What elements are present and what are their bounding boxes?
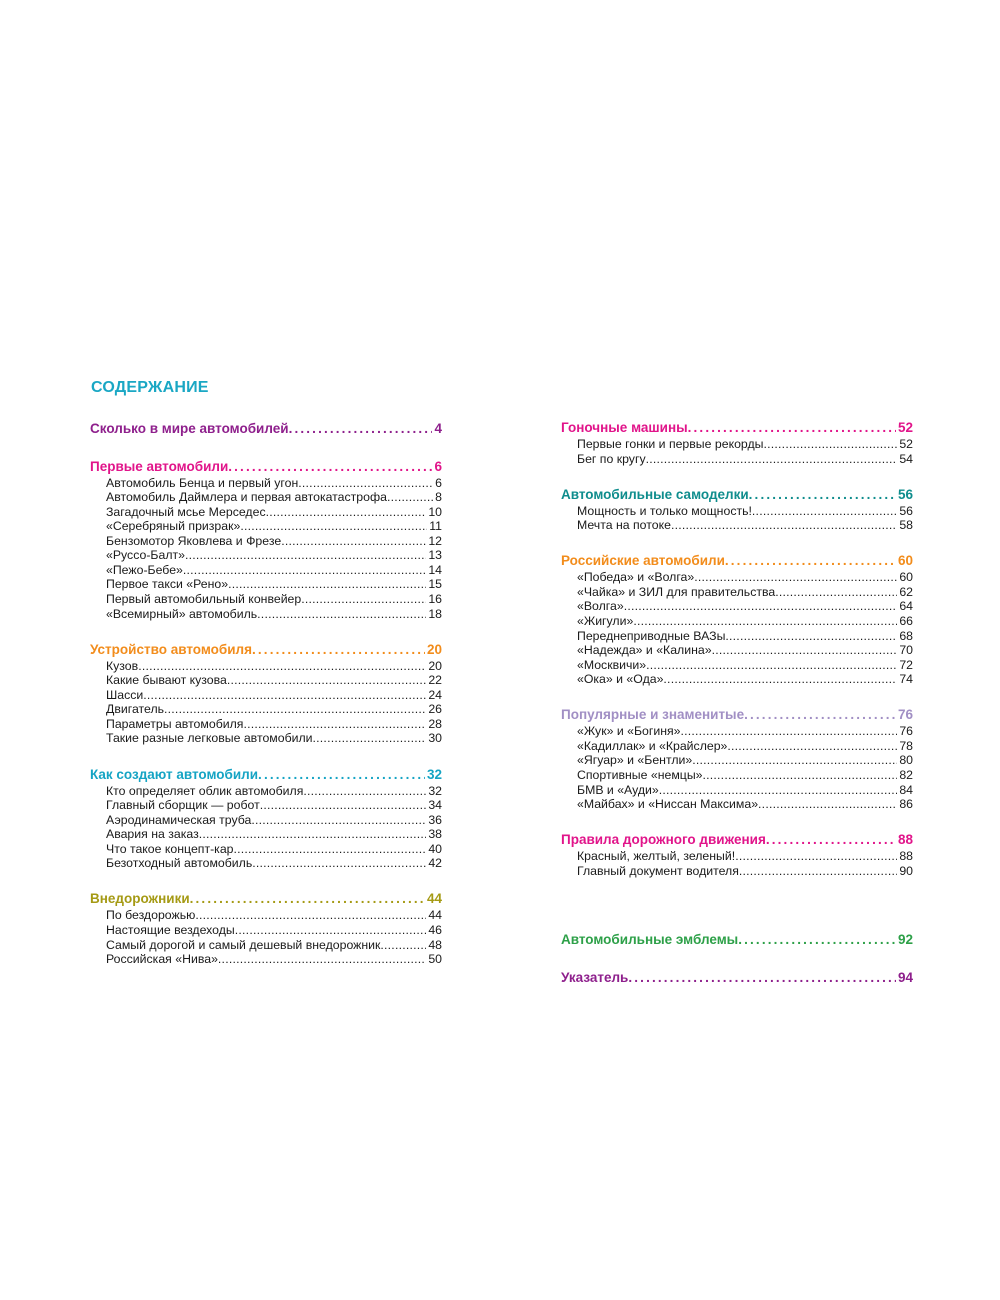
- toc-entry[interactable]: [561, 753, 913, 768]
- toc-entry[interactable]: [561, 643, 913, 658]
- toc-entry-title: Автомобиль Даймлера и первая автокатастрофа: [106, 490, 387, 505]
- dot-leader: [243, 717, 426, 732]
- section-page-number: 6: [434, 458, 442, 474]
- toc-entry-page-number: 66: [899, 614, 913, 629]
- toc-entry-title: «Руссо-Балт»: [106, 548, 185, 563]
- toc-section: [561, 552, 913, 686]
- toc-entry-page-number: 16: [428, 591, 442, 606]
- section-heading-title: Российские автомобили: [561, 553, 725, 569]
- toc-entry-title: «Жук» и «Богиня»: [577, 724, 681, 739]
- toc-entry-title: Авария на заказ: [106, 827, 199, 842]
- dot-leader: [633, 614, 897, 629]
- dot-leader: [775, 585, 897, 600]
- section-heading[interactable]: [561, 831, 913, 849]
- dot-leader: [313, 731, 427, 746]
- toc-entry-page-number: 78: [899, 738, 913, 753]
- toc-entry[interactable]: [90, 731, 442, 746]
- dot-leader: [218, 952, 426, 967]
- section-heading[interactable]: [561, 931, 913, 949]
- section-heading[interactable]: [561, 419, 913, 437]
- dot-leader: [671, 518, 897, 533]
- toc-entry-page-number: 90: [899, 863, 913, 878]
- dot-leader: [758, 797, 897, 812]
- toc-entry-title: «Всемирный» автомобиль: [106, 606, 258, 621]
- section-page-number: 4: [434, 421, 442, 436]
- toc-entry-page-number: 58: [899, 518, 913, 533]
- toc-entry[interactable]: [90, 505, 442, 520]
- toc-entry-page-number: 82: [899, 767, 913, 782]
- dot-leader: [624, 599, 898, 614]
- section-page-number: 44: [426, 891, 442, 907]
- toc-entry-page-number: 12: [428, 533, 442, 548]
- toc-entry-page-number: 74: [899, 672, 913, 687]
- toc-entry-page-number: 24: [428, 687, 442, 702]
- toc-entry[interactable]: [90, 673, 442, 688]
- dot-leader: [199, 827, 427, 842]
- toc-entry[interactable]: [561, 629, 913, 644]
- toc-entry[interactable]: [561, 783, 913, 798]
- dot-leader: [303, 784, 426, 799]
- toc-entry-title: Кузов: [106, 658, 139, 673]
- toc-entry-title: Бензомотор Яковлева и Фрезе: [106, 533, 282, 548]
- toc-entry-page-number: 18: [428, 606, 442, 621]
- dot-leader: [227, 673, 426, 688]
- toc-entry-page-number: 36: [428, 812, 442, 827]
- dot-leader: [266, 505, 427, 520]
- toc-entry-page-number: 10: [428, 504, 442, 519]
- toc-section: [90, 420, 442, 438]
- toc-section: [90, 641, 442, 746]
- section-page-number: 94: [897, 969, 913, 985]
- toc-entry-title: Первое такси «Рено»: [106, 577, 229, 592]
- toc-section: [561, 486, 913, 533]
- dot-leader: [749, 486, 896, 504]
- toc-section: [90, 890, 442, 966]
- dot-leader: [663, 672, 897, 687]
- toc-section: [90, 766, 442, 871]
- toc-entry-page-number: 72: [899, 657, 913, 672]
- toc-entry[interactable]: [90, 827, 442, 842]
- toc-entry-page-number: 26: [428, 702, 442, 717]
- dot-leader: [725, 552, 896, 570]
- toc-left-column: [90, 420, 442, 986]
- dot-leader: [646, 658, 897, 673]
- toc-entry[interactable]: [90, 784, 442, 799]
- toc-entry-page-number: 70: [899, 643, 913, 658]
- toc-entry-page-number: 60: [899, 570, 913, 585]
- toc-entry-title: Такие разные легковые автомобили: [106, 731, 313, 746]
- toc-entry-page-number: 54: [899, 451, 913, 466]
- dot-leader: [725, 629, 897, 644]
- toc-entry-title: «Надежда» и «Калина»: [577, 643, 712, 658]
- toc-entry-title: Какие бывают кузова: [106, 673, 227, 688]
- dot-leader: [380, 938, 426, 953]
- toc-entry-title: Двигатель: [106, 702, 165, 717]
- dot-leader: [387, 490, 433, 505]
- toc-entry-title: «Чайка» и ЗИЛ для правительства: [577, 584, 776, 599]
- toc-entry[interactable]: [90, 717, 442, 732]
- toc-entry-title: Безотходный автомобиль: [106, 856, 253, 871]
- toc-entry-title: Настоящие вездеходы: [106, 922, 235, 937]
- dot-leader: [739, 864, 897, 879]
- toc-entry[interactable]: [561, 452, 913, 467]
- toc-entry[interactable]: [90, 577, 442, 592]
- toc-entry[interactable]: [561, 864, 913, 879]
- section-page-number: 20: [426, 641, 442, 657]
- dot-leader: [301, 592, 426, 607]
- dot-leader: [183, 563, 426, 578]
- page-title: СОДЕРЖАНИЕ: [91, 379, 209, 396]
- dot-leader: [251, 813, 426, 828]
- toc-entry-title: «Серебряный призрак»: [106, 519, 241, 534]
- section-heading-title: Как создают автомобили: [90, 766, 259, 782]
- toc-entry-page-number: 68: [899, 628, 913, 643]
- dot-leader: [764, 437, 898, 452]
- toc-entry[interactable]: [90, 548, 442, 563]
- toc-entry[interactable]: [561, 599, 913, 614]
- toc-entry-title: «Пежо-Бебе»: [106, 562, 183, 577]
- toc-entry-page-number: 84: [899, 782, 913, 797]
- toc-section: [561, 969, 913, 987]
- toc-entry[interactable]: [90, 856, 442, 871]
- toc-section: [561, 831, 913, 878]
- toc-entry-title: Мечта на потоке: [577, 518, 671, 533]
- section-heading[interactable]: [90, 641, 442, 659]
- toc-entry-title: Первые гонки и первые рекорды: [577, 437, 764, 451]
- dot-leader: [694, 570, 897, 585]
- toc-entry[interactable]: [561, 797, 913, 812]
- dot-leader: [258, 766, 425, 784]
- toc-entry-title: Главный сборщик — робот: [106, 798, 260, 813]
- toc-entry[interactable]: [90, 952, 442, 967]
- toc-entry[interactable]: [561, 724, 913, 739]
- toc-entry[interactable]: [561, 614, 913, 629]
- toc-entry-page-number: 48: [428, 937, 442, 952]
- dot-leader: [298, 476, 433, 491]
- toc-entry-page-number: 52: [899, 437, 913, 451]
- dot-leader: [289, 420, 433, 438]
- toc-entry-title: Первый автомобильный конвейер: [106, 591, 302, 606]
- toc-section: [561, 931, 913, 949]
- toc-entry-page-number: 11: [429, 519, 442, 534]
- dot-leader: [646, 452, 898, 467]
- toc-entry-title: «Ока» и «Ода»: [577, 672, 664, 687]
- toc-entry[interactable]: [90, 607, 442, 622]
- dot-leader: [752, 504, 897, 519]
- toc-entry-title: «Жигули»: [577, 614, 634, 629]
- toc-entry-page-number: 62: [899, 584, 913, 599]
- toc-entry-page-number: 56: [899, 503, 913, 518]
- dot-leader: [738, 931, 896, 949]
- dot-leader: [234, 842, 427, 857]
- toc-entry[interactable]: [90, 592, 442, 607]
- dot-leader: [228, 458, 432, 476]
- toc-entry-title: Мощность и только мощность!: [577, 503, 752, 518]
- section-heading[interactable]: [90, 890, 442, 908]
- toc-entry-title: Бег по кругу: [577, 451, 646, 466]
- section-page-number: 88: [897, 832, 913, 848]
- dot-leader: [164, 702, 426, 717]
- toc-entry-page-number: 42: [428, 856, 442, 871]
- toc-right-column: [561, 419, 913, 1006]
- dot-leader: [628, 969, 896, 987]
- toc-entry[interactable]: [561, 437, 913, 452]
- section-heading-title: Устройство автомобиля: [90, 641, 252, 657]
- section-heading-title: Автомобильные эмблемы: [561, 931, 739, 947]
- toc-entry-title: «Волга»: [577, 599, 624, 614]
- toc-entry-page-number: 80: [899, 753, 913, 768]
- toc-entry[interactable]: [90, 688, 442, 703]
- toc-entry[interactable]: [90, 813, 442, 828]
- toc-entry-title: Спортивные «немцы»: [577, 767, 703, 782]
- toc-entry-page-number: 32: [428, 783, 442, 798]
- toc-entry-title: «Победа» и «Волга»: [577, 570, 695, 585]
- section-heading[interactable]: [90, 420, 442, 438]
- dot-leader: [185, 548, 426, 563]
- dot-leader: [138, 659, 426, 674]
- section-page-number: 92: [897, 931, 913, 947]
- section-heading-title: Популярные и знаменитые: [561, 707, 745, 723]
- toc-entry-page-number: 22: [428, 673, 442, 688]
- toc-entry[interactable]: [90, 563, 442, 578]
- toc-entry-title: «Кадиллак» и «Крайслер»: [577, 738, 728, 753]
- toc-entry-page-number: 64: [899, 599, 913, 614]
- toc-entry[interactable]: [90, 842, 442, 857]
- section-heading-title: Первые автомобили: [90, 458, 229, 474]
- toc-entry-page-number: 28: [428, 716, 442, 731]
- section-page-number: 52: [897, 420, 913, 435]
- dot-leader: [257, 607, 426, 622]
- toc-entry-page-number: 38: [428, 827, 442, 842]
- toc-entry-title: По бездорожью: [106, 908, 196, 923]
- dot-leader: [252, 641, 425, 659]
- section-heading-title: Правила дорожного движения: [561, 832, 766, 848]
- dot-leader: [240, 519, 427, 534]
- toc-entry[interactable]: [90, 923, 442, 938]
- dot-leader: [228, 577, 426, 592]
- toc-entry-title: Автомобиль Бенца и первый угон: [106, 475, 299, 490]
- dot-leader: [692, 753, 897, 768]
- toc-entry[interactable]: [561, 585, 913, 600]
- toc-entry[interactable]: [561, 739, 913, 754]
- section-heading-title: Автомобильные самоделки: [561, 486, 749, 502]
- section-heading[interactable]: [561, 706, 913, 724]
- toc-entry-page-number: 76: [899, 724, 913, 739]
- toc-entry-title: «Майбах» и «Ниссан Максима»: [577, 797, 759, 812]
- dot-leader: [143, 688, 426, 703]
- dot-leader: [195, 908, 426, 923]
- section-heading[interactable]: [561, 486, 913, 504]
- toc-entry-page-number: 86: [899, 797, 913, 812]
- dot-leader: [766, 831, 896, 849]
- toc-entry-title: Самый дорогой и самый дешевый внедорожник: [106, 937, 381, 952]
- toc-entry[interactable]: [561, 518, 913, 533]
- toc-entry-page-number: 88: [899, 849, 913, 864]
- section-heading[interactable]: [90, 458, 442, 476]
- section-page-number: 32: [426, 766, 442, 782]
- dot-leader: [681, 724, 898, 739]
- dot-leader: [252, 856, 426, 871]
- dot-leader: [190, 890, 425, 908]
- toc-entry[interactable]: [90, 908, 442, 923]
- toc-entry[interactable]: [90, 490, 442, 505]
- toc-entry[interactable]: [561, 658, 913, 673]
- toc-entry-page-number: 46: [428, 922, 442, 937]
- toc-entry-title: Шасси: [106, 687, 144, 702]
- toc-entry[interactable]: [90, 534, 442, 549]
- toc-entry[interactable]: [561, 849, 913, 864]
- toc-entry-page-number: 34: [428, 798, 442, 813]
- section-heading-title: Гоночные машины: [561, 420, 688, 435]
- toc-entry-page-number: 44: [428, 908, 442, 923]
- toc-section: [90, 458, 442, 621]
- toc-entry-title: Красный, желтый, зеленый!: [577, 849, 736, 864]
- toc-entry-page-number: 8: [435, 490, 442, 505]
- toc-entry[interactable]: [561, 672, 913, 687]
- toc-entry-page-number: 30: [428, 731, 442, 746]
- toc-entry-page-number: 20: [428, 658, 442, 673]
- toc-entry-page-number: 13: [428, 548, 442, 563]
- toc-entry-page-number: 6: [435, 475, 442, 490]
- toc-entry[interactable]: [90, 702, 442, 717]
- toc-entry[interactable]: [90, 519, 442, 534]
- toc-entry-title: «Москвичи»: [577, 657, 647, 672]
- dot-leader: [688, 419, 896, 437]
- toc-entry-page-number: 50: [428, 952, 442, 967]
- dot-leader: [735, 849, 897, 864]
- section-page-number: 60: [897, 553, 913, 569]
- toc-entry[interactable]: [90, 476, 442, 491]
- dot-leader: [727, 739, 897, 754]
- toc-entry-title: Российская «Нива»: [106, 952, 218, 967]
- toc-entry[interactable]: [561, 768, 913, 783]
- toc-entry[interactable]: [90, 938, 442, 953]
- section-page-number: 76: [897, 707, 913, 723]
- section-heading-title: Указатель: [561, 969, 629, 985]
- toc-entry-title: Кто определяет облик автомобиля: [106, 783, 304, 798]
- toc-entry-title: Что такое концепт-кар: [106, 841, 234, 856]
- dot-leader: [235, 923, 427, 938]
- toc-section: [561, 419, 913, 466]
- dot-leader: [659, 783, 898, 798]
- section-heading-title: Внедорожники: [90, 891, 190, 907]
- dot-leader: [744, 706, 896, 724]
- section-page-number: 56: [897, 486, 913, 502]
- section-heading[interactable]: [561, 969, 913, 987]
- dot-leader: [260, 798, 427, 813]
- toc-entry[interactable]: [90, 798, 442, 813]
- toc-entry-title: Параметры автомобиля: [106, 716, 244, 731]
- toc-entry-page-number: 40: [428, 841, 442, 856]
- toc-entry[interactable]: [90, 659, 442, 674]
- section-spacer: [561, 898, 913, 931]
- toc-entry[interactable]: [561, 504, 913, 519]
- section-heading[interactable]: [90, 766, 442, 784]
- section-heading-title: Сколько в мире автомобилей: [90, 421, 289, 436]
- toc-entry-page-number: 14: [428, 562, 442, 577]
- toc-entry-title: Аэродинамическая труба: [106, 812, 252, 827]
- toc-entry-title: «Ягуар» и «Бентли»: [577, 753, 693, 768]
- toc-entry-title: БМВ и «Ауди»: [577, 782, 659, 797]
- dot-leader: [703, 768, 898, 783]
- toc-entry-title: Главный документ водителя: [577, 863, 739, 878]
- section-heading[interactable]: [561, 552, 913, 570]
- toc-entry-title: Переднеприводные ВАЗы: [577, 628, 726, 643]
- dot-leader: [281, 534, 426, 549]
- toc-entry-title: Загадочный мсье Мерседес: [106, 504, 266, 519]
- dot-leader: [712, 643, 898, 658]
- toc-section: [561, 706, 913, 811]
- toc-entry-page-number: 15: [428, 577, 442, 592]
- toc-entry[interactable]: [561, 570, 913, 585]
